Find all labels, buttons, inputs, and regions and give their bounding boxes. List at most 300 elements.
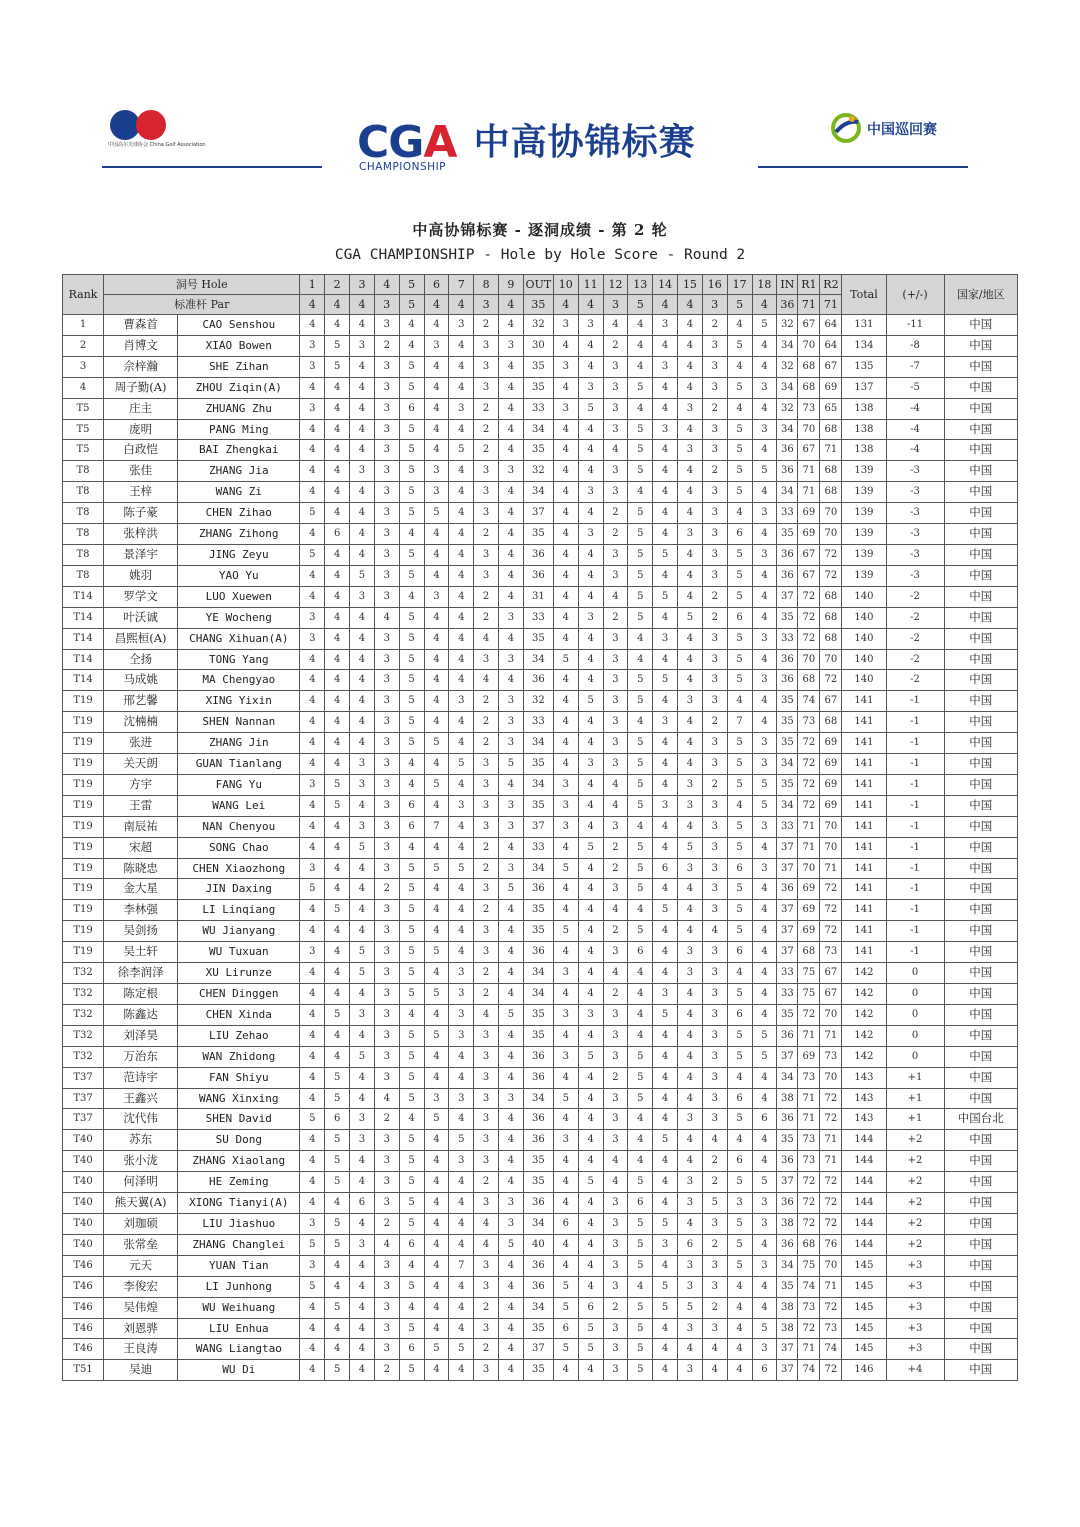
score-cell: 34 (523, 858, 553, 879)
score-cell: 35 (523, 1318, 553, 1339)
country-cell: 中国 (944, 628, 1017, 649)
score-cell: 4 (727, 1067, 752, 1088)
score-cell: 5 (727, 419, 752, 440)
score-cell: 4 (350, 356, 375, 377)
total-cell: 141 (842, 754, 886, 775)
player-name-en: LI Junhong (178, 1276, 300, 1297)
country-cell: 中国 (944, 1130, 1017, 1151)
score-cell: 4 (325, 544, 350, 565)
hole-number-5: 5 (399, 275, 424, 295)
player-name-cn: 马成姚 (104, 670, 178, 691)
score-cell: 71 (798, 837, 820, 858)
score-cell: 5 (752, 795, 777, 816)
table-header (63, 275, 1018, 315)
score-cell: 70 (820, 524, 842, 545)
player-name-cn: 陈鑫达 (104, 1004, 178, 1025)
score-cell: 71 (798, 1025, 820, 1046)
score-cell: 3 (553, 356, 578, 377)
score-cell: 5 (752, 1046, 777, 1067)
player-name-cn: 景泽宇 (104, 544, 178, 565)
score-cell: 4 (300, 1318, 325, 1339)
score-cell: 3 (300, 356, 325, 377)
score-cell: 4 (300, 461, 325, 482)
score-cell: 4 (449, 900, 474, 921)
score-cell: 36 (777, 670, 798, 691)
score-cell: 2 (702, 398, 727, 419)
score-cell: 65 (820, 398, 842, 419)
score-cell: 36 (523, 1193, 553, 1214)
diff-cell: +2 (886, 1172, 944, 1193)
score-cell: 75 (798, 984, 820, 1005)
player-name-cn: 张梓洪 (104, 524, 178, 545)
score-cell: 36 (523, 670, 553, 691)
score-cell: 4 (325, 942, 350, 963)
score-cell: 5 (399, 1130, 424, 1151)
player-name-en: NAN Chenyou (178, 816, 300, 837)
country-cell: 中国 (944, 315, 1017, 336)
score-cell: 4 (603, 315, 628, 336)
score-cell: 2 (702, 586, 727, 607)
rank-cell: T8 (63, 524, 104, 545)
score-cell: 4 (325, 503, 350, 524)
score-cell: 3 (603, 649, 628, 670)
player-name-cn: 张常垒 (104, 1234, 178, 1255)
score-cell: 34 (523, 774, 553, 795)
score-cell: 2 (474, 837, 499, 858)
score-cell: 5 (399, 649, 424, 670)
player-name-en: SONG Chao (178, 837, 300, 858)
player-name-en: CHEN Dinggen (178, 984, 300, 1005)
score-cell: 4 (424, 565, 449, 586)
score-cell: 3 (424, 482, 449, 503)
rank-cell: T14 (63, 670, 104, 691)
player-name-cn: 罗学文 (104, 586, 178, 607)
score-cell: 4 (499, 398, 524, 419)
score-cell: 2 (474, 691, 499, 712)
score-cell: 4 (350, 398, 375, 419)
score-cell: 4 (499, 482, 524, 503)
par-value: 3 (374, 295, 399, 315)
score-cell: 3 (474, 1360, 499, 1381)
score-cell: 5 (628, 1360, 653, 1381)
score-cell: 4 (499, 1276, 524, 1297)
score-cell: 3 (474, 1151, 499, 1172)
par-value: 5 (727, 295, 752, 315)
score-cell: 38 (777, 1088, 798, 1109)
rank-cell: T19 (63, 816, 104, 837)
score-cell: 75 (798, 963, 820, 984)
score-cell: 4 (553, 837, 578, 858)
china-golf-association-logo (108, 108, 206, 154)
diff-cell: +1 (886, 1088, 944, 1109)
total-cell: 143 (842, 1109, 886, 1130)
score-cell: 72 (820, 1360, 842, 1381)
score-cell: 3 (499, 858, 524, 879)
score-cell: 5 (399, 1046, 424, 1067)
score-cell: 4 (350, 1067, 375, 1088)
score-cell: 5 (578, 398, 603, 419)
score-cell: 36 (523, 942, 553, 963)
score-cell: 4 (350, 1339, 375, 1360)
score-cell: 34 (777, 754, 798, 775)
rank-cell: T8 (63, 461, 104, 482)
total-cell: 138 (842, 398, 886, 419)
score-cell: 4 (678, 315, 703, 336)
country-cell: 中国 (944, 1172, 1017, 1193)
score-cell: 4 (578, 879, 603, 900)
player-name-cn: 曹森首 (104, 315, 178, 336)
country-cell: 中国 (944, 774, 1017, 795)
score-cell: 2 (474, 419, 499, 440)
score-cell: 70 (798, 335, 820, 356)
player-name-cn: 昌熙桓(A) (104, 628, 178, 649)
hole-number-out: OUT (523, 275, 553, 295)
score-cell: 4 (628, 356, 653, 377)
score-cell: 2 (474, 733, 499, 754)
table-row (63, 1109, 1018, 1130)
score-cell: 4 (325, 482, 350, 503)
player-name-cn: 白政恺 (104, 440, 178, 461)
score-cell: 5 (628, 377, 653, 398)
score-cell: 4 (300, 900, 325, 921)
country-cell: 中国 (944, 900, 1017, 921)
score-cell: 73 (798, 1297, 820, 1318)
hole-number-18: 18 (752, 275, 777, 295)
score-cell: 5 (628, 1067, 653, 1088)
player-name-cn: 王梓 (104, 482, 178, 503)
country-cell: 中国 (944, 754, 1017, 775)
diff-cell: -1 (886, 942, 944, 963)
score-cell: 4 (752, 1234, 777, 1255)
score-cell: 4 (678, 879, 703, 900)
score-cell: 4 (325, 858, 350, 879)
score-cell: 3 (553, 795, 578, 816)
player-name-en: MA Chengyao (178, 670, 300, 691)
country-cell: 中国 (944, 795, 1017, 816)
score-cell: 3 (702, 942, 727, 963)
score-cell: 3 (678, 858, 703, 879)
player-name-en: ZHANG Xiaolang (178, 1151, 300, 1172)
total-cell: 142 (842, 984, 886, 1005)
player-name-cn: 宋超 (104, 837, 178, 858)
score-cell: 3 (300, 1213, 325, 1234)
score-cell: 3 (499, 1193, 524, 1214)
score-cell: 35 (523, 377, 553, 398)
score-cell: 3 (653, 356, 678, 377)
score-cell: 5 (727, 900, 752, 921)
score-cell: 4 (653, 1172, 678, 1193)
country-cell: 中国 (944, 1088, 1017, 1109)
score-cell: 3 (350, 774, 375, 795)
country-cell: 中国 (944, 419, 1017, 440)
score-cell: 5 (399, 377, 424, 398)
score-cell: 5 (752, 1025, 777, 1046)
score-cell: 4 (578, 942, 603, 963)
hole-number-1: 1 (300, 275, 325, 295)
country-cell: 中国 (944, 482, 1017, 503)
score-cell: 36 (523, 1109, 553, 1130)
total-cell: 139 (842, 461, 886, 482)
table-row (63, 712, 1018, 733)
score-cell: 4 (553, 628, 578, 649)
score-cell: 34 (523, 1297, 553, 1318)
total-cell: 134 (842, 335, 886, 356)
score-cell: 4 (399, 524, 424, 545)
score-cell: 69 (820, 774, 842, 795)
score-cell: 3 (374, 649, 399, 670)
score-cell: 3 (449, 398, 474, 419)
score-cell: 3 (374, 544, 399, 565)
score-cell: 2 (702, 1151, 727, 1172)
score-cell: 36 (523, 544, 553, 565)
diff-cell: +2 (886, 1130, 944, 1151)
score-cell: 3 (678, 691, 703, 712)
score-cell: 4 (325, 1276, 350, 1297)
score-cell: 3 (374, 921, 399, 942)
score-cell: 70 (820, 503, 842, 524)
score-cell: 36 (777, 1193, 798, 1214)
rank-cell: T32 (63, 1046, 104, 1067)
rank-cell: T37 (63, 1109, 104, 1130)
score-cell: 3 (752, 1213, 777, 1234)
score-cell: 72 (798, 1213, 820, 1234)
score-cell: 3 (702, 1067, 727, 1088)
player-name-en: HE Zeming (178, 1172, 300, 1193)
score-cell: 4 (578, 963, 603, 984)
score-cell: 5 (727, 586, 752, 607)
score-cell: 4 (350, 879, 375, 900)
score-cell: 4 (578, 586, 603, 607)
score-cell: 6 (399, 1339, 424, 1360)
score-cell: 4 (628, 1025, 653, 1046)
country-cell: 中国 (944, 816, 1017, 837)
table-row (63, 754, 1018, 775)
score-cell: 37 (777, 1172, 798, 1193)
score-cell: 72 (798, 586, 820, 607)
score-cell: 3 (752, 858, 777, 879)
score-cell: 4 (727, 315, 752, 336)
score-cell: 4 (350, 524, 375, 545)
diff-cell: -1 (886, 879, 944, 900)
total-cell: 140 (842, 586, 886, 607)
hole-number-7: 7 (449, 275, 474, 295)
score-cell: 4 (325, 586, 350, 607)
score-cell: 5 (499, 879, 524, 900)
score-cell: 3 (499, 795, 524, 816)
score-cell: 4 (325, 315, 350, 336)
score-cell: 37 (523, 1339, 553, 1360)
score-cell: 4 (449, 733, 474, 754)
score-cell: 3 (702, 1088, 727, 1109)
score-cell: 4 (752, 356, 777, 377)
country-cell: 中国 (944, 1067, 1017, 1088)
score-cell: 4 (350, 315, 375, 336)
score-cell: 72 (798, 774, 820, 795)
score-cell: 4 (553, 984, 578, 1005)
score-cell: 4 (678, 712, 703, 733)
diff-cell: -3 (886, 482, 944, 503)
score-cell: 4 (350, 440, 375, 461)
score-cell: 5 (628, 774, 653, 795)
diff-cell: -4 (886, 419, 944, 440)
score-cell: 4 (578, 544, 603, 565)
total-cell: 141 (842, 879, 886, 900)
country-cell: 中国 (944, 524, 1017, 545)
score-cell: 2 (603, 984, 628, 1005)
score-cell: 4 (424, 1046, 449, 1067)
score-cell: 4 (653, 963, 678, 984)
score-cell: 67 (820, 691, 842, 712)
score-cell: 4 (449, 1109, 474, 1130)
score-cell: 3 (752, 670, 777, 691)
score-cell: 36 (777, 461, 798, 482)
score-cell: 4 (300, 440, 325, 461)
score-cell: 37 (777, 1046, 798, 1067)
diff-cell: -4 (886, 440, 944, 461)
country-cell: 中国 (944, 1151, 1017, 1172)
score-cell: 3 (424, 335, 449, 356)
score-cell: 3 (499, 691, 524, 712)
score-cell: 5 (653, 900, 678, 921)
score-cell: 5 (399, 733, 424, 754)
rank-cell: T19 (63, 858, 104, 879)
score-cell: 3 (553, 398, 578, 419)
score-cell: 4 (578, 1360, 603, 1381)
score-cell: 4 (578, 628, 603, 649)
score-cell: 3 (350, 816, 375, 837)
table-row (63, 461, 1018, 482)
score-cell: 4 (727, 1276, 752, 1297)
score-cell: 73 (798, 1130, 820, 1151)
score-cell: 3 (578, 315, 603, 336)
rank-cell: T19 (63, 900, 104, 921)
score-cell: 5 (678, 1297, 703, 1318)
score-cell: 4 (553, 503, 578, 524)
score-cell: 35 (523, 1151, 553, 1172)
score-cell: 4 (553, 1109, 578, 1130)
total-cell: 139 (842, 482, 886, 503)
score-cell: 6 (678, 1234, 703, 1255)
score-cell: 5 (499, 1004, 524, 1025)
score-cell: 3 (474, 544, 499, 565)
score-cell: 4 (653, 1067, 678, 1088)
score-cell: 5 (752, 315, 777, 336)
hole-number-16: 16 (702, 275, 727, 295)
score-cell: 4 (300, 1172, 325, 1193)
score-cell: 3 (678, 942, 703, 963)
score-cell: 2 (702, 712, 727, 733)
score-cell: 3 (702, 1025, 727, 1046)
score-cell: 37 (523, 503, 553, 524)
score-cell: 5 (628, 544, 653, 565)
score-cell: 3 (374, 1025, 399, 1046)
score-cell: 4 (578, 670, 603, 691)
country-cell: 中国 (944, 335, 1017, 356)
score-cell: 35 (523, 524, 553, 545)
score-cell: 5 (628, 837, 653, 858)
player-name-cn: 李俊宏 (104, 1276, 178, 1297)
score-cell: 3 (449, 1088, 474, 1109)
score-cell: 4 (603, 586, 628, 607)
score-cell: 3 (603, 1046, 628, 1067)
score-cell: 4 (553, 419, 578, 440)
score-cell: 5 (628, 858, 653, 879)
score-cell: 3 (752, 1193, 777, 1214)
score-cell: 72 (798, 795, 820, 816)
score-cell: 3 (678, 1360, 703, 1381)
score-cell: 68 (798, 356, 820, 377)
score-cell: 3 (374, 377, 399, 398)
table-row (63, 1172, 1018, 1193)
score-cell: 4 (300, 586, 325, 607)
score-cell: 70 (820, 816, 842, 837)
table-row (63, 1339, 1018, 1360)
rank-cell: T46 (63, 1339, 104, 1360)
score-cell: 4 (653, 377, 678, 398)
score-cell: 72 (820, 1193, 842, 1214)
score-cell: 5 (727, 921, 752, 942)
player-name-en: CHANG Xihuan(A) (178, 628, 300, 649)
score-cell: 6 (399, 816, 424, 837)
score-cell: 5 (727, 879, 752, 900)
score-cell: 5 (325, 1172, 350, 1193)
player-name-en: LIU Zehao (178, 1025, 300, 1046)
country-cell: 中国 (944, 942, 1017, 963)
score-cell: 3 (752, 419, 777, 440)
score-cell: 33 (777, 984, 798, 1005)
score-cell: 3 (653, 984, 678, 1005)
score-cell: 71 (798, 482, 820, 503)
diff-cell: 0 (886, 1025, 944, 1046)
score-cell: 2 (374, 1109, 399, 1130)
score-cell: 4 (399, 774, 424, 795)
score-cell: 4 (727, 356, 752, 377)
score-cell: 36 (523, 565, 553, 586)
score-cell: 4 (499, 1130, 524, 1151)
player-name-en: LIU Jiashuo (178, 1213, 300, 1234)
score-cell: 4 (499, 963, 524, 984)
table-row (63, 628, 1018, 649)
player-name-en: ZHANG Jin (178, 733, 300, 754)
score-cell: 3 (702, 628, 727, 649)
score-cell: 3 (449, 1004, 474, 1025)
rank-cell: T8 (63, 482, 104, 503)
score-cell: 4 (653, 1088, 678, 1109)
score-cell: 5 (350, 963, 375, 984)
score-cell: 4 (752, 482, 777, 503)
score-cell: 68 (820, 628, 842, 649)
score-cell: 5 (653, 670, 678, 691)
score-cell: 36 (523, 1276, 553, 1297)
score-cell: 4 (553, 1151, 578, 1172)
score-cell: 4 (553, 942, 578, 963)
score-cell: 4 (449, 1046, 474, 1067)
score-cell: 4 (578, 900, 603, 921)
score-cell: 5 (628, 1234, 653, 1255)
score-cell: 5 (424, 503, 449, 524)
player-name-cn: 苏东 (104, 1130, 178, 1151)
score-cell: 38 (777, 1297, 798, 1318)
score-cell: 6 (399, 398, 424, 419)
table-row (63, 1255, 1018, 1276)
score-cell: 5 (449, 1130, 474, 1151)
table-row (63, 419, 1018, 440)
score-cell: 3 (752, 628, 777, 649)
cga-championship-logo (357, 117, 696, 175)
score-cell: 35 (523, 1172, 553, 1193)
rank-cell: T19 (63, 691, 104, 712)
par-value: 5 (628, 295, 653, 315)
